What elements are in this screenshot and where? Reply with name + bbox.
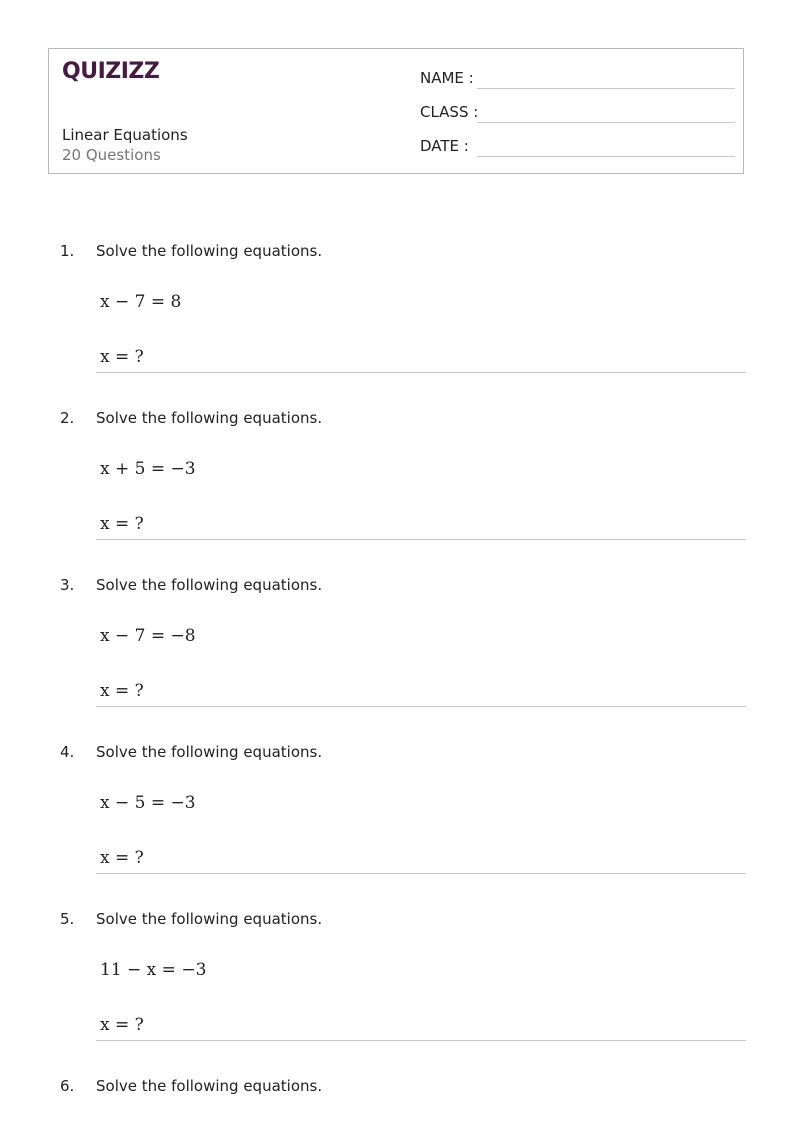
date-field[interactable] [420, 135, 735, 157]
question-equation: x − 7 = 8 [100, 292, 182, 312]
question-equation: 11 − x = −3 [100, 960, 207, 980]
class-label: CLASS : [420, 103, 479, 121]
quizizz-logo: QUIZIZZ [62, 59, 160, 84]
name-line[interactable] [477, 88, 735, 89]
question-number: 2. [60, 409, 75, 427]
class-line[interactable] [477, 122, 735, 123]
question-equation: x + 5 = −3 [100, 459, 196, 479]
worksheet-title: Linear Equations [62, 126, 188, 144]
question-number: 5. [60, 910, 75, 928]
answer-prompt: x = ? [100, 848, 144, 868]
answer-prompt: x = ? [100, 681, 144, 701]
answer-prompt: x = ? [100, 514, 144, 534]
question-equation: x − 5 = −3 [100, 793, 196, 813]
answer-prompt: x = ? [100, 1015, 144, 1035]
question-number: 3. [60, 576, 75, 594]
question-prompt: Solve the following equations. [96, 409, 323, 427]
question-equation: x − 7 = −8 [100, 626, 196, 646]
name-field[interactable] [420, 67, 735, 89]
question-prompt: Solve the following equations. [96, 576, 323, 594]
worksheet-header [48, 48, 744, 174]
date-line[interactable] [477, 156, 735, 157]
answer-line[interactable] [96, 873, 746, 874]
name-label: NAME : [420, 69, 474, 87]
class-field[interactable] [420, 101, 735, 123]
question-prompt: Solve the following equations. [96, 743, 323, 761]
question-number: 4. [60, 743, 75, 761]
question-prompt: Solve the following equations. [96, 1077, 323, 1095]
question-number: 1. [60, 242, 75, 260]
question-prompt: Solve the following equations. [96, 242, 323, 260]
question-number: 6. [60, 1077, 75, 1095]
answer-prompt: x = ? [100, 347, 144, 367]
answer-line[interactable] [96, 372, 746, 373]
date-label: DATE : [420, 137, 469, 155]
answer-line[interactable] [96, 539, 746, 540]
answer-line[interactable] [96, 1040, 746, 1041]
answer-line[interactable] [96, 706, 746, 707]
question-prompt: Solve the following equations. [96, 910, 323, 928]
question-count: 20 Questions [62, 146, 161, 164]
